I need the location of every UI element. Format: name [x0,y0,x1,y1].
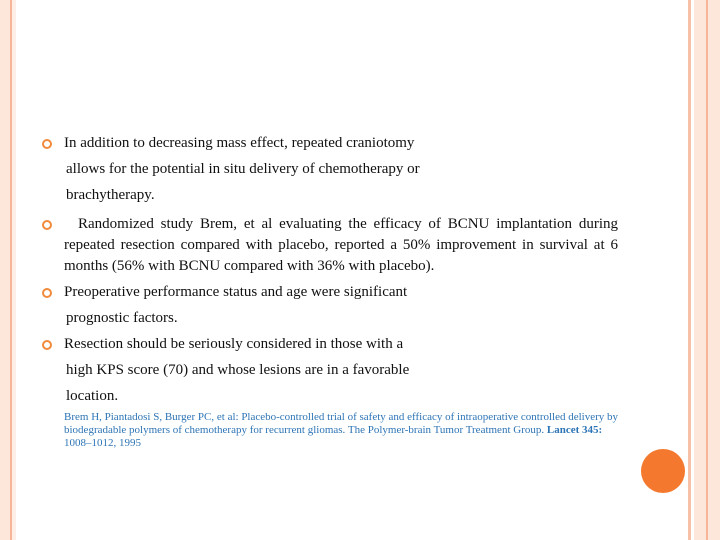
bullet-text: In addition to decreasing mass effect, repeated craniotomy [64,135,415,151]
bullet-text: Resection should be seriously considered in those with a [64,336,404,352]
bullet-text: allows for the potential in situ delivery of chemotherapy or [66,161,420,177]
right-frame-inner-line [706,0,708,540]
bullet-item [42,331,618,409]
accent-circle [641,449,685,493]
bullet-circle-icon [42,340,52,350]
bullet-item [42,279,618,331]
left-frame-band [0,0,10,540]
reference-citation [42,411,618,450]
bullet-text: location. [66,388,119,404]
bullet-circle-icon [42,288,52,298]
bullet-circle-icon [42,220,52,230]
slide-body [42,130,618,450]
bullet-text: Randomized study Brem, et al evaluating the efficacy of BCNU implantation during repeated resection compared with placebo, reported a 50% improvement in survival at 6 months (56% with BCNU compared with 36% with placebo). [64,216,618,274]
bullet-circle-icon [42,139,52,149]
bullet-text: prognostic factors. [66,310,178,326]
bullet-item [42,214,618,277]
bullet-text: brachytherapy. [66,187,155,203]
bullet-text: high KPS score (70) and whose lesions are in a favorable [66,362,410,378]
left-frame-inner [12,0,16,540]
reference-pages: 1008–1012, 1995 [64,437,141,449]
reference-text: Brem H, Piantadosi S, Burger PC, et al: Placebo-controlled trial of safety and efficacy of intraoperative controlled delivery by biodegradable polymers of chemotherapy for recurrent gliomas. The Polymer-brain Tumor Treatment Group. [64,411,619,436]
bullet-item [42,130,618,208]
bullet-text: Preoperative performance status and age were significant [64,284,408,300]
reference-journal: Lancet 345: [546,424,603,436]
